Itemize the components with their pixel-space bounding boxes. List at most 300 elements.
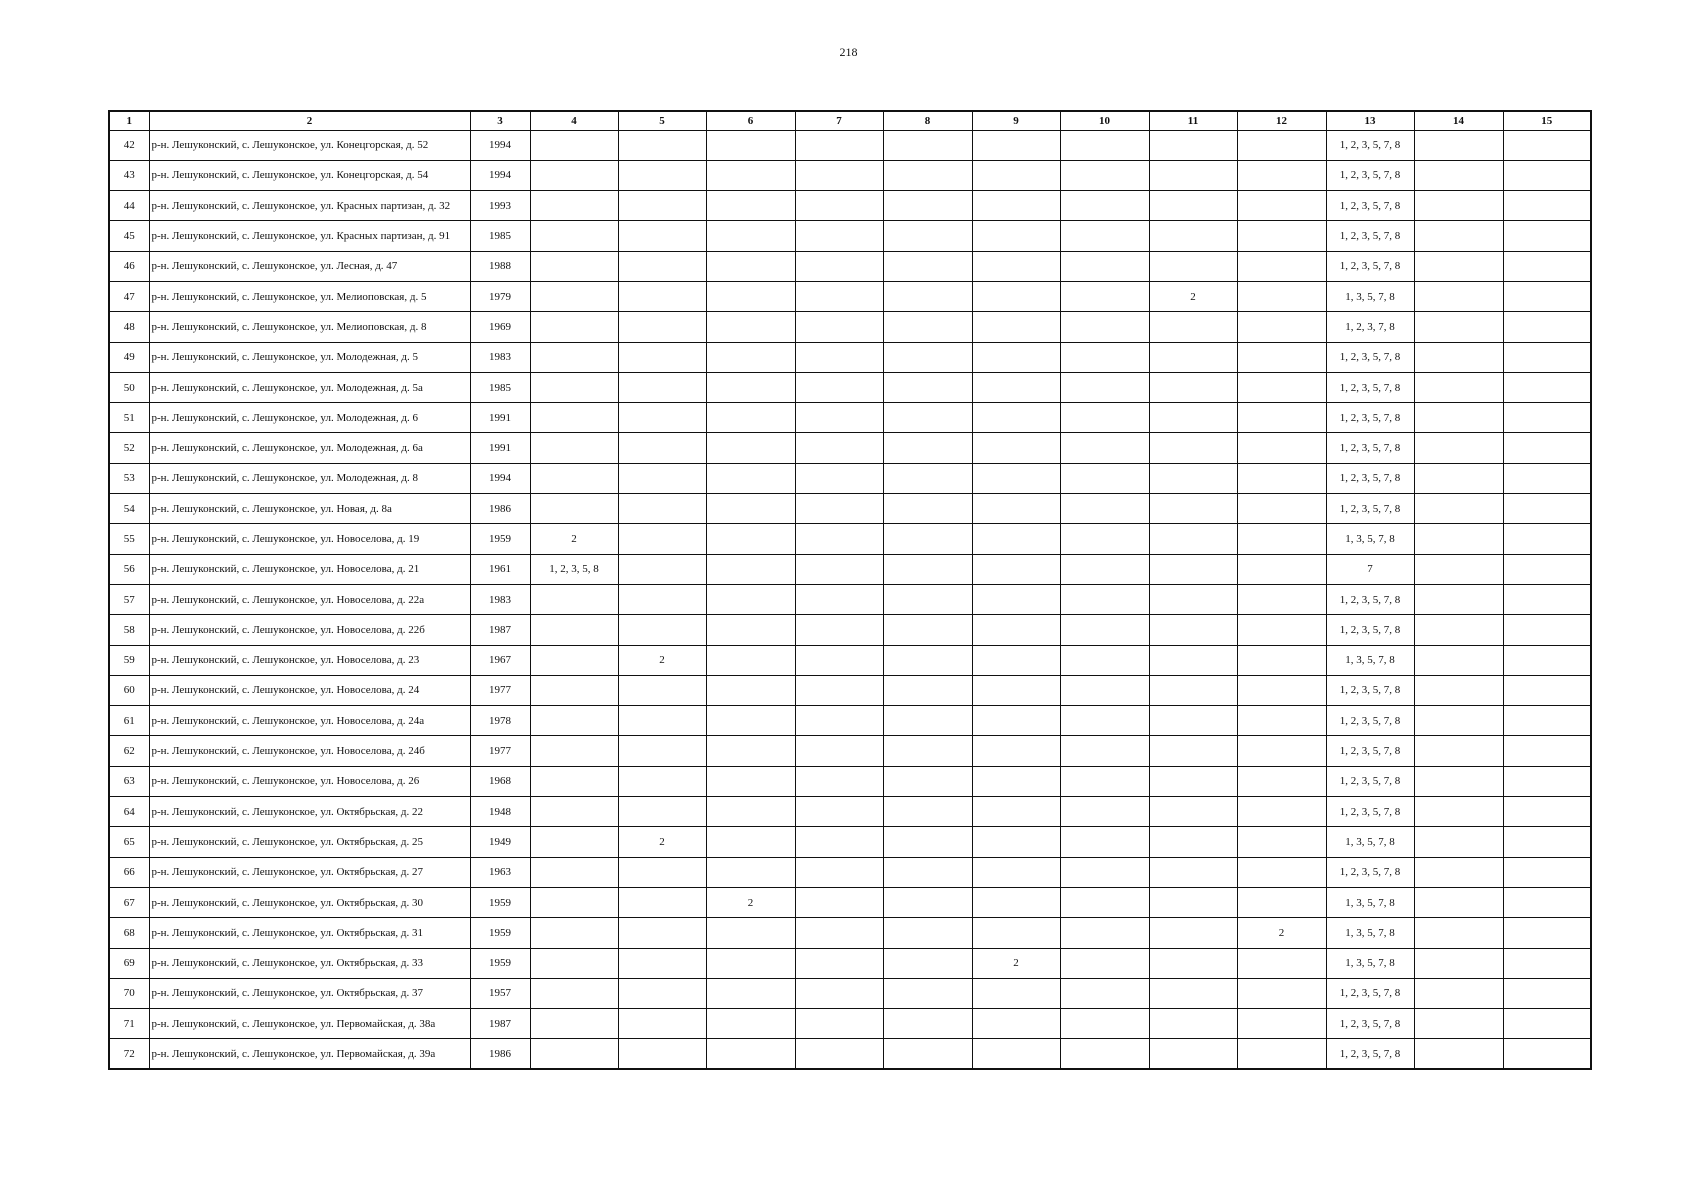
address-cell: р-н. Лешуконский, с. Лешуконское, ул. Новоселова, д. 21: [149, 554, 470, 584]
cell-col-4: [530, 766, 618, 796]
cell-col-4: [530, 857, 618, 887]
row-number-cell: 64: [109, 797, 149, 827]
cell-col-10: [1060, 615, 1149, 645]
cell-col-7: [795, 675, 883, 705]
cell-col-15: [1503, 130, 1591, 160]
cell-col-5: [618, 403, 706, 433]
cell-col-4: [530, 797, 618, 827]
cell-col-12: [1237, 797, 1326, 827]
cell-col-5: [618, 797, 706, 827]
cell-col-10: [1060, 494, 1149, 524]
cell-col-13: 1, 2, 3, 5, 7, 8: [1326, 675, 1414, 705]
table-row: [109, 372, 1591, 402]
cell-col-8: [883, 706, 972, 736]
row-number-cell: 68: [109, 918, 149, 948]
cell-col-14: [1414, 766, 1503, 796]
cell-col-12: [1237, 160, 1326, 190]
cell-col-11: [1149, 524, 1237, 554]
year-cell: 1969: [470, 312, 530, 342]
cell-col-7: [795, 433, 883, 463]
cell-col-15: [1503, 797, 1591, 827]
row-number-cell: 62: [109, 736, 149, 766]
cell-col-15: [1503, 160, 1591, 190]
cell-col-12: [1237, 312, 1326, 342]
cell-col-7: [795, 584, 883, 614]
table-row: [109, 312, 1591, 342]
cell-col-6: [706, 463, 795, 493]
cell-col-5: [618, 766, 706, 796]
cell-col-13: 1, 2, 3, 5, 7, 8: [1326, 191, 1414, 221]
cell-col-9: [972, 1009, 1060, 1039]
address-cell: р-н. Лешуконский, с. Лешуконское, ул. Первомайская, д. 38а: [149, 1009, 470, 1039]
cell-col-10: [1060, 675, 1149, 705]
cell-col-8: [883, 312, 972, 342]
cell-col-15: [1503, 645, 1591, 675]
table-row: [109, 160, 1591, 190]
cell-col-6: [706, 221, 795, 251]
cell-col-13: 1, 2, 3, 5, 7, 8: [1326, 615, 1414, 645]
cell-col-15: [1503, 887, 1591, 917]
year-cell: 1968: [470, 766, 530, 796]
cell-col-7: [795, 797, 883, 827]
cell-col-9: [972, 857, 1060, 887]
cell-col-8: [883, 918, 972, 948]
cell-col-15: [1503, 766, 1591, 796]
cell-col-14: [1414, 554, 1503, 584]
cell-col-13: 1, 3, 5, 7, 8: [1326, 281, 1414, 311]
address-cell: р-н. Лешуконский, с. Лешуконское, ул. Новая, д. 8а: [149, 494, 470, 524]
cell-col-7: [795, 494, 883, 524]
cell-col-11: [1149, 191, 1237, 221]
cell-col-12: [1237, 433, 1326, 463]
cell-col-15: [1503, 281, 1591, 311]
cell-col-8: [883, 130, 972, 160]
cell-col-14: [1414, 494, 1503, 524]
row-number-cell: 56: [109, 554, 149, 584]
column-header-10: 10: [1060, 111, 1149, 130]
address-cell: р-н. Лешуконский, с. Лешуконское, ул. Новоселова, д. 19: [149, 524, 470, 554]
cell-col-7: [795, 978, 883, 1008]
header-row: [109, 111, 1591, 130]
cell-col-5: [618, 160, 706, 190]
cell-col-8: [883, 736, 972, 766]
cell-col-12: [1237, 554, 1326, 584]
cell-col-14: [1414, 706, 1503, 736]
cell-col-8: [883, 584, 972, 614]
cell-col-9: [972, 827, 1060, 857]
cell-col-9: [972, 797, 1060, 827]
cell-col-12: [1237, 1039, 1326, 1069]
cell-col-8: [883, 221, 972, 251]
cell-col-10: [1060, 797, 1149, 827]
cell-col-14: [1414, 342, 1503, 372]
cell-col-4: [530, 130, 618, 160]
cell-col-9: [972, 675, 1060, 705]
cell-col-7: [795, 766, 883, 796]
cell-col-4: [530, 191, 618, 221]
cell-col-14: [1414, 524, 1503, 554]
cell-col-6: [706, 524, 795, 554]
column-header-12: 12: [1237, 111, 1326, 130]
cell-col-6: [706, 191, 795, 221]
cell-col-13: 1, 2, 3, 5, 7, 8: [1326, 797, 1414, 827]
column-header-15: 15: [1503, 111, 1591, 130]
year-cell: 1987: [470, 1009, 530, 1039]
year-cell: 1977: [470, 675, 530, 705]
cell-col-7: [795, 312, 883, 342]
cell-col-12: [1237, 281, 1326, 311]
year-cell: 1959: [470, 948, 530, 978]
cell-col-14: [1414, 281, 1503, 311]
cell-col-9: [972, 554, 1060, 584]
cell-col-9: [972, 463, 1060, 493]
cell-col-7: [795, 706, 883, 736]
row-number-cell: 71: [109, 1009, 149, 1039]
cell-col-13: 1, 2, 3, 5, 7, 8: [1326, 706, 1414, 736]
cell-col-8: [883, 403, 972, 433]
cell-col-6: [706, 675, 795, 705]
cell-col-8: [883, 251, 972, 281]
cell-col-6: 2: [706, 887, 795, 917]
cell-col-13: 1, 2, 3, 5, 7, 8: [1326, 1009, 1414, 1039]
column-header-14: 14: [1414, 111, 1503, 130]
year-cell: 1993: [470, 191, 530, 221]
cell-col-4: [530, 615, 618, 645]
cell-col-11: [1149, 312, 1237, 342]
column-header-13: 13: [1326, 111, 1414, 130]
column-header-2: 2: [149, 111, 470, 130]
year-cell: 1986: [470, 494, 530, 524]
cell-col-8: [883, 766, 972, 796]
cell-col-15: [1503, 312, 1591, 342]
cell-col-11: [1149, 221, 1237, 251]
cell-col-14: [1414, 463, 1503, 493]
table-row: [109, 554, 1591, 584]
cell-col-15: [1503, 675, 1591, 705]
cell-col-9: [972, 736, 1060, 766]
address-cell: р-н. Лешуконский, с. Лешуконское, ул. Мелиоповская, д. 5: [149, 281, 470, 311]
cell-col-13: 1, 2, 3, 5, 7, 8: [1326, 251, 1414, 281]
address-cell: р-н. Лешуконский, с. Лешуконское, ул. Молодежная, д. 6а: [149, 433, 470, 463]
cell-col-14: [1414, 191, 1503, 221]
cell-col-6: [706, 312, 795, 342]
cell-col-5: [618, 706, 706, 736]
address-cell: р-н. Лешуконский, с. Лешуконское, ул. Новоселова, д. 26: [149, 766, 470, 796]
cell-col-8: [883, 797, 972, 827]
cell-col-14: [1414, 675, 1503, 705]
cell-col-10: [1060, 524, 1149, 554]
cell-col-12: [1237, 584, 1326, 614]
cell-col-12: [1237, 736, 1326, 766]
cell-col-12: [1237, 221, 1326, 251]
cell-col-13: 1, 2, 3, 5, 7, 8: [1326, 494, 1414, 524]
cell-col-14: [1414, 857, 1503, 887]
cell-col-4: [530, 1039, 618, 1069]
address-cell: р-н. Лешуконский, с. Лешуконское, ул. Новоселова, д. 24б: [149, 736, 470, 766]
cell-col-6: [706, 494, 795, 524]
cell-col-13: 1, 3, 5, 7, 8: [1326, 827, 1414, 857]
cell-col-9: [972, 433, 1060, 463]
cell-col-9: [972, 372, 1060, 402]
cell-col-5: [618, 463, 706, 493]
cell-col-8: [883, 1039, 972, 1069]
year-cell: 1994: [470, 463, 530, 493]
row-number-cell: 43: [109, 160, 149, 190]
cell-col-13: 1, 2, 3, 7, 8: [1326, 312, 1414, 342]
address-cell: р-н. Лешуконский, с. Лешуконское, ул. Первомайская, д. 39а: [149, 1039, 470, 1069]
cell-col-11: [1149, 645, 1237, 675]
table-row: [109, 1009, 1591, 1039]
cell-col-4: [530, 736, 618, 766]
cell-col-12: 2: [1237, 918, 1326, 948]
cell-col-9: [972, 524, 1060, 554]
cell-col-9: [972, 251, 1060, 281]
address-cell: р-н. Лешуконский, с. Лешуконское, ул. Октябрьская, д. 37: [149, 978, 470, 1008]
cell-col-10: [1060, 827, 1149, 857]
address-cell: р-н. Лешуконский, с. Лешуконское, ул. Новоселова, д. 24: [149, 675, 470, 705]
cell-col-4: [530, 948, 618, 978]
cell-col-11: [1149, 827, 1237, 857]
cell-col-10: [1060, 281, 1149, 311]
cell-col-7: [795, 251, 883, 281]
cell-col-13: 1, 2, 3, 5, 7, 8: [1326, 130, 1414, 160]
cell-col-10: [1060, 463, 1149, 493]
cell-col-8: [883, 281, 972, 311]
cell-col-7: [795, 827, 883, 857]
cell-col-5: [618, 494, 706, 524]
cell-col-5: [618, 433, 706, 463]
cell-col-11: [1149, 797, 1237, 827]
table-row: [109, 342, 1591, 372]
cell-col-14: [1414, 403, 1503, 433]
cell-col-4: [530, 433, 618, 463]
cell-col-6: [706, 251, 795, 281]
cell-col-9: [972, 706, 1060, 736]
cell-col-11: [1149, 978, 1237, 1008]
cell-col-5: [618, 948, 706, 978]
cell-col-7: [795, 645, 883, 675]
table-row: [109, 918, 1591, 948]
year-cell: 1988: [470, 251, 530, 281]
table-row: [109, 251, 1591, 281]
table-row: [109, 524, 1591, 554]
address-cell: р-н. Лешуконский, с. Лешуконское, ул. Лесная, д. 47: [149, 251, 470, 281]
cell-col-15: [1503, 1039, 1591, 1069]
housing-register-table: [108, 110, 1592, 1070]
cell-col-8: [883, 857, 972, 887]
cell-col-15: [1503, 463, 1591, 493]
cell-col-4: 1, 2, 3, 5, 8: [530, 554, 618, 584]
cell-col-8: [883, 554, 972, 584]
cell-col-14: [1414, 130, 1503, 160]
cell-col-5: [618, 221, 706, 251]
cell-col-6: [706, 978, 795, 1008]
cell-col-10: [1060, 766, 1149, 796]
cell-col-13: 1, 2, 3, 5, 7, 8: [1326, 372, 1414, 402]
cell-col-5: [618, 130, 706, 160]
cell-col-5: [618, 675, 706, 705]
table-row: [109, 281, 1591, 311]
cell-col-11: [1149, 948, 1237, 978]
table-header: [109, 111, 1591, 130]
cell-col-7: [795, 403, 883, 433]
year-cell: 1967: [470, 645, 530, 675]
cell-col-5: [618, 191, 706, 221]
cell-col-7: [795, 1039, 883, 1069]
cell-col-15: [1503, 403, 1591, 433]
cell-col-12: [1237, 978, 1326, 1008]
cell-col-7: [795, 342, 883, 372]
cell-col-6: [706, 827, 795, 857]
address-cell: р-н. Лешуконский, с. Лешуконское, ул. Новоселова, д. 24а: [149, 706, 470, 736]
year-cell: 1985: [470, 221, 530, 251]
cell-col-5: [618, 281, 706, 311]
row-number-cell: 63: [109, 766, 149, 796]
cell-col-10: [1060, 191, 1149, 221]
table-row: [109, 130, 1591, 160]
cell-col-11: [1149, 766, 1237, 796]
cell-col-4: [530, 403, 618, 433]
table-row: [109, 827, 1591, 857]
address-cell: р-н. Лешуконский, с. Лешуконское, ул. Новоселова, д. 23: [149, 645, 470, 675]
year-cell: 1991: [470, 403, 530, 433]
cell-col-6: [706, 918, 795, 948]
cell-col-11: [1149, 887, 1237, 917]
cell-col-9: [972, 130, 1060, 160]
cell-col-11: [1149, 584, 1237, 614]
cell-col-4: [530, 463, 618, 493]
cell-col-5: [618, 978, 706, 1008]
cell-col-11: [1149, 1009, 1237, 1039]
cell-col-7: [795, 1009, 883, 1039]
cell-col-8: [883, 1009, 972, 1039]
cell-col-7: [795, 524, 883, 554]
cell-col-15: [1503, 827, 1591, 857]
cell-col-5: [618, 918, 706, 948]
cell-col-14: [1414, 827, 1503, 857]
cell-col-9: [972, 281, 1060, 311]
year-cell: 1994: [470, 160, 530, 190]
cell-col-6: [706, 433, 795, 463]
table-row: [109, 857, 1591, 887]
cell-col-12: [1237, 948, 1326, 978]
cell-col-7: [795, 554, 883, 584]
table-row: [109, 675, 1591, 705]
year-cell: 1957: [470, 978, 530, 1008]
cell-col-4: [530, 160, 618, 190]
row-number-cell: 69: [109, 948, 149, 978]
cell-col-5: [618, 584, 706, 614]
row-number-cell: 58: [109, 615, 149, 645]
cell-col-14: [1414, 221, 1503, 251]
cell-col-8: [883, 524, 972, 554]
cell-col-14: [1414, 1009, 1503, 1039]
address-cell: р-н. Лешуконский, с. Лешуконское, ул. Конецгорская, д. 54: [149, 160, 470, 190]
row-number-cell: 44: [109, 191, 149, 221]
cell-col-11: [1149, 160, 1237, 190]
cell-col-10: [1060, 160, 1149, 190]
row-number-cell: 66: [109, 857, 149, 887]
address-cell: р-н. Лешуконский, с. Лешуконское, ул. Октябрьская, д. 31: [149, 918, 470, 948]
cell-col-7: [795, 887, 883, 917]
cell-col-7: [795, 160, 883, 190]
cell-col-6: [706, 1009, 795, 1039]
cell-col-4: [530, 494, 618, 524]
row-number-cell: 72: [109, 1039, 149, 1069]
cell-col-11: [1149, 675, 1237, 705]
cell-col-9: [972, 342, 1060, 372]
cell-col-13: 1, 3, 5, 7, 8: [1326, 645, 1414, 675]
row-number-cell: 51: [109, 403, 149, 433]
cell-col-13: 1, 2, 3, 5, 7, 8: [1326, 433, 1414, 463]
cell-col-10: [1060, 887, 1149, 917]
cell-col-15: [1503, 978, 1591, 1008]
cell-col-8: [883, 342, 972, 372]
cell-col-7: [795, 857, 883, 887]
cell-col-6: [706, 403, 795, 433]
year-cell: 1978: [470, 706, 530, 736]
row-number-cell: 65: [109, 827, 149, 857]
cell-col-10: [1060, 978, 1149, 1008]
address-cell: р-н. Лешуконский, с. Лешуконское, ул. Красных партизан, д. 32: [149, 191, 470, 221]
cell-col-4: [530, 645, 618, 675]
cell-col-12: [1237, 463, 1326, 493]
cell-col-9: [972, 615, 1060, 645]
address-cell: р-н. Лешуконский, с. Лешуконское, ул. Молодежная, д. 5а: [149, 372, 470, 402]
cell-col-15: [1503, 524, 1591, 554]
table-row: [109, 403, 1591, 433]
address-cell: р-н. Лешуконский, с. Лешуконское, ул. Октябрьская, д. 33: [149, 948, 470, 978]
cell-col-10: [1060, 433, 1149, 463]
table-row: [109, 978, 1591, 1008]
year-cell: 1948: [470, 797, 530, 827]
cell-col-6: [706, 281, 795, 311]
cell-col-14: [1414, 584, 1503, 614]
column-header-6: 6: [706, 111, 795, 130]
table-row: [109, 433, 1591, 463]
cell-col-11: [1149, 130, 1237, 160]
cell-col-9: [972, 494, 1060, 524]
cell-col-5: [618, 857, 706, 887]
cell-col-15: [1503, 736, 1591, 766]
cell-col-12: [1237, 342, 1326, 372]
cell-col-11: [1149, 554, 1237, 584]
cell-col-6: [706, 342, 795, 372]
cell-col-9: [972, 221, 1060, 251]
row-number-cell: 45: [109, 221, 149, 251]
cell-col-10: [1060, 130, 1149, 160]
column-header-9: 9: [972, 111, 1060, 130]
cell-col-6: [706, 1039, 795, 1069]
column-header-4: 4: [530, 111, 618, 130]
cell-col-10: [1060, 312, 1149, 342]
row-number-cell: 53: [109, 463, 149, 493]
cell-col-6: [706, 554, 795, 584]
cell-col-11: [1149, 494, 1237, 524]
cell-col-7: [795, 372, 883, 402]
cell-col-9: [972, 1039, 1060, 1069]
cell-col-12: [1237, 827, 1326, 857]
cell-col-4: [530, 584, 618, 614]
year-cell: 1949: [470, 827, 530, 857]
cell-col-14: [1414, 251, 1503, 281]
cell-col-5: [618, 251, 706, 281]
cell-col-12: [1237, 766, 1326, 796]
cell-col-11: [1149, 1039, 1237, 1069]
cell-col-11: [1149, 615, 1237, 645]
year-cell: 1977: [470, 736, 530, 766]
column-header-7: 7: [795, 111, 883, 130]
